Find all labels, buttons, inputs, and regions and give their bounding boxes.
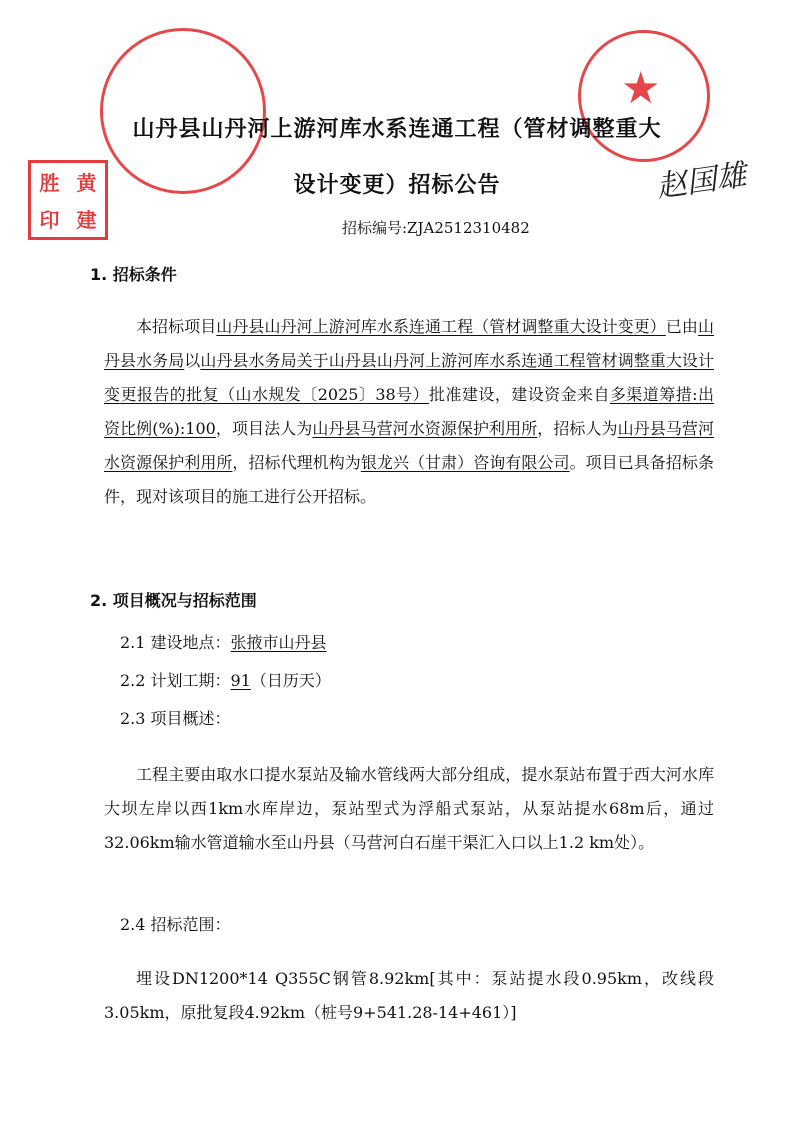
section1-heading: 1. 招标条件 bbox=[90, 265, 177, 284]
construction-site bbox=[120, 630, 327, 653]
approval-doc: 山丹县水务局关于山丹县山丹河上游河库水系连通工程管材调整重大设计变更报告的批复（山水规发〔2025〕38号） bbox=[104, 351, 714, 404]
star-icon: ★ bbox=[621, 63, 661, 114]
seal-char: 黄 bbox=[76, 171, 97, 195]
legal-person: 山丹县马营河水资源保护利用所 bbox=[312, 419, 538, 438]
label: 2.1 建设地点： bbox=[120, 633, 231, 652]
label: 2.2 计划工期： bbox=[120, 671, 231, 690]
seal-char: 建 bbox=[76, 208, 97, 232]
scope-label: 2.4 招标范围： bbox=[120, 915, 231, 934]
period-suffix: （日历天） bbox=[250, 671, 331, 690]
seal-char: 印 bbox=[39, 208, 60, 232]
text: ，招标人为 bbox=[537, 419, 618, 438]
page-title-line1: 山丹县山丹河上游河库水系连通工程（管材调整重大 bbox=[132, 117, 662, 142]
text: 本招标项目 bbox=[136, 317, 217, 336]
period-value: 91 bbox=[230, 671, 251, 690]
overview-label: 2.3 项目概述： bbox=[120, 709, 231, 728]
approver: 山丹县水务局 bbox=[104, 317, 714, 370]
text: 批准建设，建设资金来自 bbox=[429, 385, 610, 404]
text: ，招标代理机构为 bbox=[232, 453, 361, 472]
section2-heading: 2. 项目概况与招标范围 bbox=[90, 591, 257, 610]
overview-paragraph: 工程主要由取水口提水泵站及输水管线两大部分组成，提水泵站布置于西大河水库大坝左岸以西1km水库岸边，泵站型式为浮船式泵站，从泵站提水68m后，通过32.06km输水管道输水至山丹县（马营河白石崖干渠汇入口以上1.2 km处）。 bbox=[104, 765, 714, 852]
tenderer: 山丹县马营河水资源保护利用所 bbox=[104, 419, 714, 472]
section1-paragraph bbox=[104, 310, 714, 514]
agency: 银龙兴（甘肃）咨询有限公司 bbox=[360, 453, 570, 472]
text: ，项目法人为 bbox=[215, 419, 313, 438]
seal-char: 胜 bbox=[39, 171, 60, 195]
scope-paragraph: 埋设DN1200*14 Q355C钢管8.92km[其中：泵站提水段0.95km，改线段3.05km，原批复段4.92km（桩号9+541.28-14+461）] bbox=[104, 969, 714, 1022]
text: 。项目已具备招标条件，现对该项目的施工进行公开招标。 bbox=[104, 453, 714, 506]
page-title-line2: 设计变更）招标公告 bbox=[293, 173, 501, 198]
site-value: 张掖市山丹县 bbox=[230, 633, 327, 652]
text: 以 bbox=[184, 351, 201, 370]
signature: 赵国雄 bbox=[654, 157, 749, 206]
funding: 多渠道筹措:出资比例(%):100 bbox=[104, 385, 714, 438]
project-name: 山丹县山丹河上游河库水系连通工程（管材调整重大设计变更） bbox=[216, 317, 666, 336]
construction-period bbox=[120, 668, 331, 691]
text: 已由 bbox=[665, 317, 698, 336]
bid-number: 招标编号:ZJA2512310482 bbox=[342, 219, 530, 237]
